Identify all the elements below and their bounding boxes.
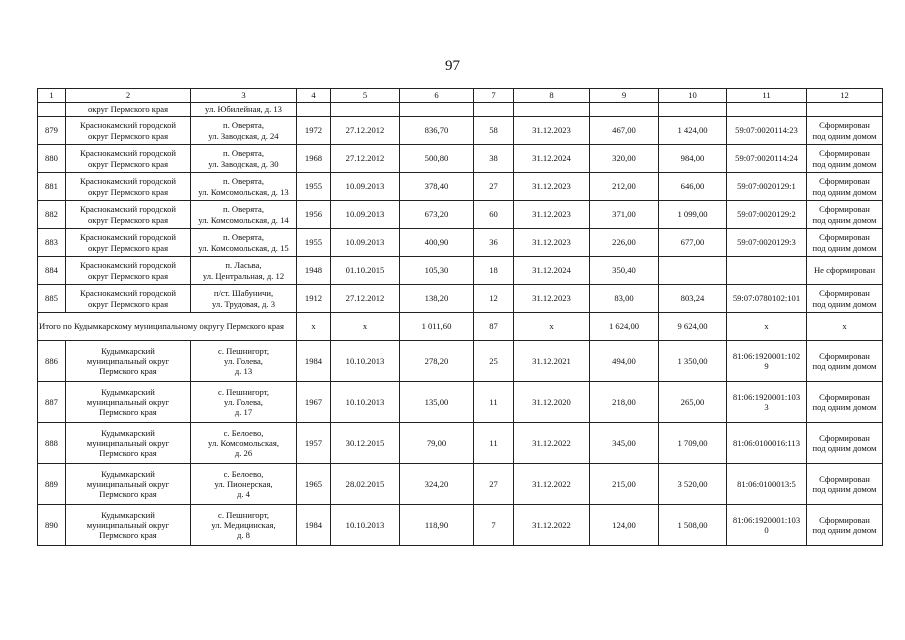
- land-status-cell-line: Сформирован: [819, 432, 870, 443]
- address-cell: ул. Юбилейная, д. 13: [191, 103, 297, 117]
- municipality-cell-line: муниципальный округ: [86, 478, 170, 489]
- address-cell-line: ул. Центральная, д. 12: [202, 270, 285, 281]
- resettled-area-cell: 215,00: [590, 464, 659, 505]
- municipality-cell-line: Кудымкарский: [101, 468, 155, 479]
- land-status-cell-line: под одним домом: [812, 186, 877, 197]
- address-cell-line: ул. Голева,: [224, 396, 263, 407]
- area-cell: 378,40: [400, 173, 474, 201]
- land-status-cell-line: под одним домом: [812, 158, 877, 169]
- land-status-cell-line: Сформирован: [819, 204, 870, 215]
- land-status-cell: [807, 285, 883, 313]
- cadastral-number-cell-line: 81:06:1920001:103: [732, 514, 801, 525]
- land-status-cell-line: под одним домом: [812, 242, 877, 253]
- recognition-date-cell: 10.09.2013: [331, 229, 400, 257]
- address-cell-line: д. 26: [234, 448, 253, 459]
- residents-count-cell: 60: [474, 201, 514, 229]
- empty-cell: [297, 103, 331, 117]
- cadastral-number-cell: [727, 341, 807, 382]
- municipality-cell: [66, 285, 191, 313]
- row-number-cell: 880: [38, 145, 66, 173]
- cadastral-number-cell: [727, 423, 807, 464]
- address-cell: [191, 505, 297, 546]
- area-cell: 278,20: [400, 341, 474, 382]
- municipality-cell-line: округ Пермского края: [87, 270, 169, 281]
- resettled-area-cell: 467,00: [590, 117, 659, 145]
- cadastral-number-cell: [727, 173, 807, 201]
- total-cadastre-cell: x: [727, 313, 807, 341]
- cadastral-number-cell: [727, 229, 807, 257]
- address-cell-line: ул. Медицинская,: [211, 519, 276, 530]
- year-built-cell: 1968: [297, 145, 331, 173]
- resettlement-deadline-cell: 31.12.2022: [514, 505, 590, 546]
- column-header: 9: [590, 89, 659, 103]
- cost-cell: 3 520,00: [659, 464, 727, 505]
- total-row: [38, 313, 883, 341]
- municipality-cell-line: Пермского края: [99, 489, 157, 500]
- cadastral-number-cell-line: 59:07:0020114:24: [735, 153, 798, 164]
- recognition-date-cell: 10.09.2013: [331, 201, 400, 229]
- municipality-cell: [66, 423, 191, 464]
- municipality-cell: округ Пермского края: [66, 103, 191, 117]
- recognition-date-cell: 10.09.2013: [331, 173, 400, 201]
- cost-cell: 677,00: [659, 229, 727, 257]
- row-number-cell: 889: [38, 464, 66, 505]
- recognition-date-cell: 10.10.2013: [331, 341, 400, 382]
- year-built-cell: 1955: [297, 173, 331, 201]
- empty-cell: [807, 103, 883, 117]
- land-status-cell-line: Сформирован: [819, 176, 870, 187]
- column-header: 11: [727, 89, 807, 103]
- municipality-cell-line: округ Пермского края: [87, 298, 169, 309]
- land-status-cell: [807, 201, 883, 229]
- address-cell-line: д. 13: [234, 366, 253, 377]
- cost-cell: 1 350,00: [659, 341, 727, 382]
- address-cell-line: п. Оверята,: [223, 232, 264, 243]
- page-number: 97: [445, 58, 460, 74]
- address-cell-line: ул. Заводская, д. 24: [208, 130, 279, 141]
- cadastral-number-cell-line: 81:06:0100016:113: [733, 437, 800, 448]
- cost-cell: 1 709,00: [659, 423, 727, 464]
- address-cell-line: с. Пешнигорт,: [218, 386, 269, 397]
- resettlement-deadline-cell: 31.12.2023: [514, 285, 590, 313]
- table-row: [38, 173, 883, 201]
- address-cell: [191, 285, 297, 313]
- cadastral-number-cell-line: 81:06:1920001:103: [732, 391, 801, 402]
- area-cell: 105,30: [400, 257, 474, 285]
- cadastral-number-cell: [727, 201, 807, 229]
- year-built-cell: 1957: [297, 423, 331, 464]
- table-row: [38, 505, 883, 546]
- address-cell: [191, 201, 297, 229]
- year-built-cell: 1967: [297, 382, 331, 423]
- total-area_res-cell: 1 624,00: [590, 313, 659, 341]
- address-cell-line: с. Пешнигорт,: [218, 345, 269, 356]
- cadastral-number-cell-line: 59:07:0020114:23: [735, 125, 798, 136]
- municipality-cell-line: Кудымкарский: [101, 345, 155, 356]
- cost-cell: 803,24: [659, 285, 727, 313]
- row-number-cell: 879: [38, 117, 66, 145]
- address-cell-line: с. Белоево,: [223, 468, 264, 479]
- land-status-cell-line: Сформирован: [819, 148, 870, 159]
- cadastral-number-cell: [727, 257, 807, 285]
- empty-cell: [331, 103, 400, 117]
- land-status-cell: [807, 145, 883, 173]
- table-row: [38, 285, 883, 313]
- land-status-cell: [807, 464, 883, 505]
- address-cell-line: д. 8: [237, 530, 250, 541]
- column-number-header-row: [38, 89, 883, 103]
- total-deadline-cell: x: [514, 313, 590, 341]
- residents-count-cell: 7: [474, 505, 514, 546]
- table-row: [38, 117, 883, 145]
- municipality-cell-line: муниципальный округ: [86, 437, 170, 448]
- cadastral-number-cell-line: 0: [764, 525, 769, 535]
- address-cell: [191, 341, 297, 382]
- cadastral-number-cell: [727, 505, 807, 546]
- area-cell: 324,20: [400, 464, 474, 505]
- resettled-area-cell: 124,00: [590, 505, 659, 546]
- residents-count-cell: 11: [474, 423, 514, 464]
- municipality-cell: [66, 173, 191, 201]
- land-status-cell-line: Сформирован: [819, 288, 870, 299]
- area-cell: 135,00: [400, 382, 474, 423]
- residents-count-cell: 12: [474, 285, 514, 313]
- resettled-area-cell: 218,00: [590, 382, 659, 423]
- residents-count-cell: 58: [474, 117, 514, 145]
- row-number-cell: 890: [38, 505, 66, 546]
- column-header: 8: [514, 89, 590, 103]
- resettlement-deadline-cell: 31.12.2022: [514, 423, 590, 464]
- total-date-cell: x: [331, 313, 400, 341]
- resettled-area-cell: 350,40: [590, 257, 659, 285]
- residents-count-cell: 38: [474, 145, 514, 173]
- municipality-cell-line: Пермского края: [99, 366, 157, 377]
- cadastral-number-cell: [727, 382, 807, 423]
- area-cell: 400,90: [400, 229, 474, 257]
- municipality-cell-line: Краснокамский городской: [80, 120, 176, 131]
- cadastral-number-cell: [727, 117, 807, 145]
- column-header: 12: [807, 89, 883, 103]
- address-cell-line: п. Оверята,: [223, 148, 264, 159]
- row-number-cell: 886: [38, 341, 66, 382]
- area-cell: 138,20: [400, 285, 474, 313]
- land-status-cell-line: под одним домом: [812, 484, 877, 494]
- land-status-cell-line: Сформирован: [819, 514, 870, 525]
- total-label-cell: Итого по Кудымкарскому муниципальному округу Пермского края: [38, 313, 297, 341]
- cost-cell: 1 508,00: [659, 505, 727, 546]
- table-row: [38, 229, 883, 257]
- year-built-cell: 1984: [297, 341, 331, 382]
- empty-cell: [514, 103, 590, 117]
- resettlement-deadline-cell: 31.12.2023: [514, 201, 590, 229]
- recognition-date-cell: 10.10.2013: [331, 382, 400, 423]
- address-cell: [191, 423, 297, 464]
- area-cell: 500,80: [400, 145, 474, 173]
- cost-cell: 984,00: [659, 145, 727, 173]
- housing-registry-table: [37, 88, 883, 546]
- address-cell-line: с. Белоево,: [223, 427, 264, 438]
- year-built-cell: 1984: [297, 505, 331, 546]
- address-cell-line: п. Оверята,: [223, 120, 264, 131]
- resettlement-deadline-cell: 31.12.2024: [514, 257, 590, 285]
- address-cell-line: ул. Пионерская,: [214, 478, 273, 489]
- resettlement-deadline-cell: 31.12.2023: [514, 117, 590, 145]
- recognition-date-cell: 27.12.2012: [331, 145, 400, 173]
- cadastral-number-cell: [727, 464, 807, 505]
- land-status-cell-line: под одним домом: [812, 130, 877, 141]
- address-cell-line: п. Оверята,: [223, 204, 264, 215]
- cost-cell: 1 424,00: [659, 117, 727, 145]
- municipality-cell: [66, 257, 191, 285]
- resettled-area-cell: 345,00: [590, 423, 659, 464]
- row-number-cell: 887: [38, 382, 66, 423]
- empty-cell: [659, 103, 727, 117]
- land-status-cell-line: Сформирован: [819, 473, 870, 484]
- column-header: 10: [659, 89, 727, 103]
- address-cell-line: с. Пешнигорт,: [218, 509, 269, 520]
- cadastral-number-cell-line: 59:07:0780102:101: [732, 293, 801, 304]
- table-row: [38, 382, 883, 423]
- municipality-cell: [66, 229, 191, 257]
- table-row: [38, 201, 883, 229]
- column-header: 2: [66, 89, 191, 103]
- municipality-cell-line: Кудымкарский: [101, 509, 155, 520]
- resettlement-deadline-cell: 31.12.2021: [514, 341, 590, 382]
- land-status-cell-line: под одним домом: [812, 214, 877, 225]
- land-status-cell-line: Не сформирован: [813, 265, 876, 276]
- address-cell-line: ул. Комсомольская, д. 14: [198, 214, 289, 225]
- land-status-cell-line: под одним домом: [812, 443, 877, 453]
- total-status-cell: x: [807, 313, 883, 341]
- address-cell-line: ул. Заводская, д. 30: [208, 158, 279, 169]
- cadastral-number-cell-line: 81:06:0100013:5: [737, 478, 796, 489]
- recognition-date-cell: 01.10.2015: [331, 257, 400, 285]
- land-status-cell-line: Сформирован: [819, 120, 870, 131]
- cadastral-number-cell-line: 59:07:0020129:1: [737, 181, 796, 192]
- municipality-cell: [66, 201, 191, 229]
- municipality-cell-line: округ Пермского края: [87, 214, 169, 225]
- cadastral-number-cell: [727, 145, 807, 173]
- resettlement-deadline-cell: 31.12.2023: [514, 229, 590, 257]
- land-status-cell-line: под одним домом: [812, 402, 877, 412]
- municipality-cell-line: Пермского края: [99, 407, 157, 418]
- empty-cell: [474, 103, 514, 117]
- municipality-cell: [66, 341, 191, 382]
- empty-cell: [590, 103, 659, 117]
- municipality-cell-line: Пермского края: [99, 448, 157, 459]
- recognition-date-cell: 28.02.2015: [331, 464, 400, 505]
- land-status-cell: [807, 173, 883, 201]
- column-header: 5: [331, 89, 400, 103]
- address-cell-line: п. Ласьва,: [225, 260, 262, 271]
- table-row: [38, 341, 883, 382]
- year-built-cell: 1948: [297, 257, 331, 285]
- cadastral-number-cell-line: 9: [764, 361, 769, 371]
- row-number-cell: 881: [38, 173, 66, 201]
- residents-count-cell: 18: [474, 257, 514, 285]
- table-row: [38, 145, 883, 173]
- total-area-cell: 1 011,60: [400, 313, 474, 341]
- row-number-cell: 882: [38, 201, 66, 229]
- address-cell-line: ул. Комсомольская,: [208, 437, 279, 448]
- residents-count-cell: 25: [474, 341, 514, 382]
- land-status-cell: [807, 257, 883, 285]
- address-cell: [191, 145, 297, 173]
- total-year-cell: x: [297, 313, 331, 341]
- total-cost-cell: 9 624,00: [659, 313, 727, 341]
- empty-cell: [727, 103, 807, 117]
- resettlement-deadline-cell: 31.12.2023: [514, 173, 590, 201]
- land-status-cell: [807, 117, 883, 145]
- residents-count-cell: 27: [474, 464, 514, 505]
- resettled-area-cell: 494,00: [590, 341, 659, 382]
- cost-cell: 265,00: [659, 382, 727, 423]
- continued-row: [38, 103, 883, 117]
- column-header: 6: [400, 89, 474, 103]
- cadastral-number-cell-line: 81:06:1920001:102: [732, 350, 801, 361]
- land-status-cell-line: Сформирован: [819, 350, 870, 361]
- cadastral-number-cell-line: 59:07:0020129:3: [737, 237, 796, 248]
- row-number-cell: [38, 103, 66, 117]
- address-cell: [191, 173, 297, 201]
- table-row: [38, 257, 883, 285]
- municipality-cell-line: Краснокамский городской: [80, 260, 176, 271]
- municipality-cell-line: Краснокамский городской: [80, 232, 176, 243]
- address-cell-line: п/ст. Шабуничи,: [213, 288, 274, 299]
- municipality-cell: [66, 117, 191, 145]
- municipality-cell-line: Пермского края: [99, 530, 157, 541]
- municipality-cell: [66, 505, 191, 546]
- cost-cell: [659, 257, 727, 285]
- municipality-cell-line: Краснокамский городской: [80, 204, 176, 215]
- municipality-cell-line: округ Пермского края: [87, 158, 169, 169]
- recognition-date-cell: 27.12.2012: [331, 117, 400, 145]
- row-number-cell: 884: [38, 257, 66, 285]
- cadastral-number-cell: [727, 285, 807, 313]
- year-built-cell: 1972: [297, 117, 331, 145]
- land-status-cell: [807, 229, 883, 257]
- land-status-cell-line: под одним домом: [812, 525, 877, 535]
- address-cell-line: д. 17: [234, 407, 253, 418]
- area-cell: 79,00: [400, 423, 474, 464]
- recognition-date-cell: 10.10.2013: [331, 505, 400, 546]
- municipality-cell-line: муниципальный округ: [86, 355, 170, 366]
- municipality-cell-line: округ Пермского края: [87, 130, 169, 141]
- municipality-cell: [66, 145, 191, 173]
- municipality-cell-line: Краснокамский городской: [80, 176, 176, 187]
- address-cell-line: ул. Комсомольская, д. 13: [198, 186, 289, 197]
- resettled-area-cell: 320,00: [590, 145, 659, 173]
- address-cell-line: ул. Трудовая, д. 3: [211, 298, 275, 309]
- recognition-date-cell: 30.12.2015: [331, 423, 400, 464]
- municipality-cell-line: Краснокамский городской: [80, 148, 176, 159]
- row-number-cell: 883: [38, 229, 66, 257]
- year-built-cell: 1912: [297, 285, 331, 313]
- resettled-area-cell: 371,00: [590, 201, 659, 229]
- total-people-cell: 87: [474, 313, 514, 341]
- municipality-cell-line: округ Пермского края: [87, 242, 169, 253]
- resettled-area-cell: 226,00: [590, 229, 659, 257]
- municipality-cell: [66, 464, 191, 505]
- land-status-cell: [807, 382, 883, 423]
- land-status-cell-line: под одним домом: [812, 361, 877, 371]
- land-status-cell-line: Сформирован: [819, 391, 870, 402]
- municipality-cell-line: Кудымкарский: [101, 427, 155, 438]
- residents-count-cell: 11: [474, 382, 514, 423]
- resettlement-deadline-cell: 31.12.2022: [514, 464, 590, 505]
- residents-count-cell: 36: [474, 229, 514, 257]
- column-header: 4: [297, 89, 331, 103]
- address-cell-line: ул. Голева,: [224, 355, 263, 366]
- residents-count-cell: 27: [474, 173, 514, 201]
- empty-cell: [400, 103, 474, 117]
- land-status-cell-line: под одним домом: [812, 298, 877, 309]
- municipality-cell-line: округ Пермского края: [87, 186, 169, 197]
- land-status-cell: [807, 341, 883, 382]
- address-cell: [191, 229, 297, 257]
- row-number-cell: 885: [38, 285, 66, 313]
- year-built-cell: 1955: [297, 229, 331, 257]
- area-cell: 118,90: [400, 505, 474, 546]
- recognition-date-cell: 27.12.2012: [331, 285, 400, 313]
- address-cell: [191, 382, 297, 423]
- municipality-cell-line: Кудымкарский: [101, 386, 155, 397]
- resettled-area-cell: 212,00: [590, 173, 659, 201]
- address-cell: [191, 117, 297, 145]
- municipality-cell: [66, 382, 191, 423]
- area-cell: 673,20: [400, 201, 474, 229]
- land-status-cell-line: Сформирован: [819, 232, 870, 243]
- column-header: 3: [191, 89, 297, 103]
- area-cell: 836,70: [400, 117, 474, 145]
- address-cell-line: д. 4: [237, 489, 250, 500]
- resettlement-deadline-cell: 31.12.2020: [514, 382, 590, 423]
- municipality-cell-line: муниципальный округ: [86, 519, 170, 530]
- cost-cell: 646,00: [659, 173, 727, 201]
- year-built-cell: 1956: [297, 201, 331, 229]
- municipality-cell-line: муниципальный округ: [86, 396, 170, 407]
- year-built-cell: 1965: [297, 464, 331, 505]
- address-cell: [191, 464, 297, 505]
- cost-cell: 1 099,00: [659, 201, 727, 229]
- resettled-area-cell: 83,00: [590, 285, 659, 313]
- resettlement-deadline-cell: 31.12.2024: [514, 145, 590, 173]
- cadastral-number-cell-line: 3: [764, 402, 769, 412]
- row-number-cell: 888: [38, 423, 66, 464]
- address-cell: [191, 257, 297, 285]
- land-status-cell: [807, 505, 883, 546]
- column-header: 7: [474, 89, 514, 103]
- address-cell-line: ул. Комсомольская, д. 15: [198, 242, 289, 253]
- municipality-cell-line: Краснокамский городской: [80, 288, 176, 299]
- land-status-cell: [807, 423, 883, 464]
- table-row: [38, 464, 883, 505]
- column-header: 1: [38, 89, 66, 103]
- cadastral-number-cell-line: 59:07:0020129:2: [737, 209, 796, 220]
- table-row: [38, 423, 883, 464]
- address-cell-line: п. Оверята,: [223, 176, 264, 187]
